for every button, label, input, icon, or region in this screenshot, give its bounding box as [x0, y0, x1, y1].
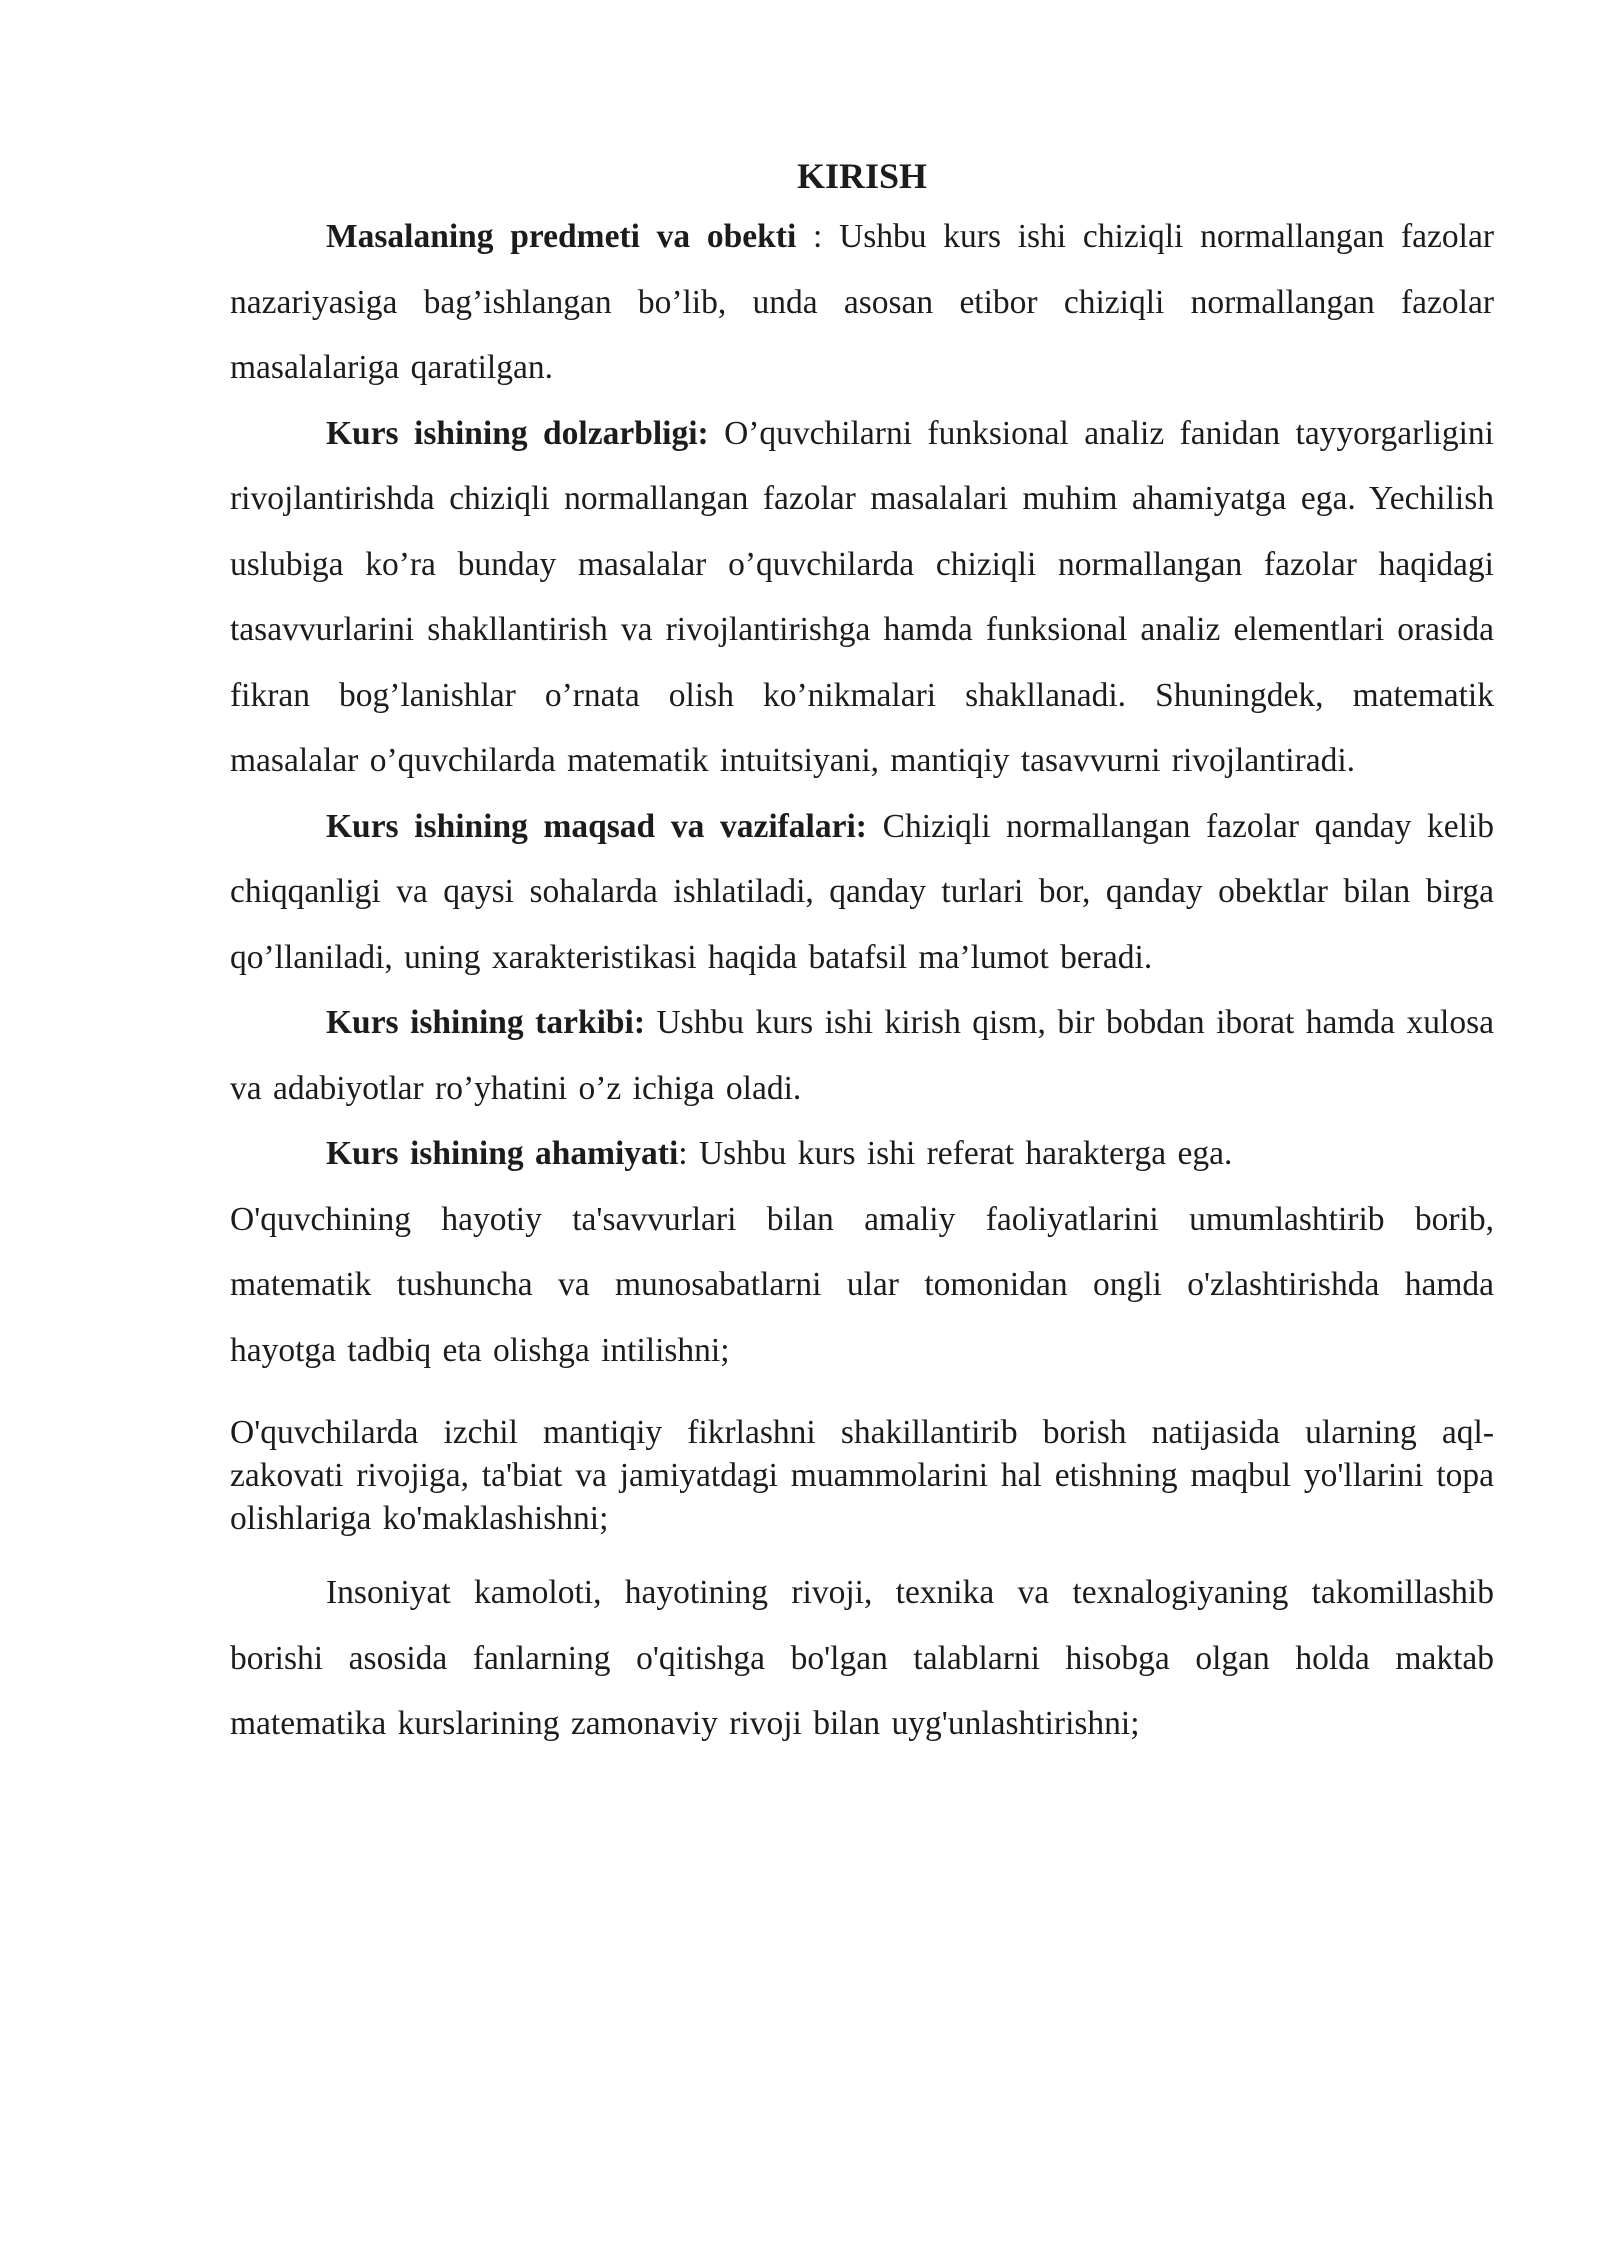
paragraph-structure [230, 990, 1494, 1121]
document-title: KIRISH [796, 156, 928, 196]
paragraph-subject-object [230, 204, 1494, 401]
paragraph-heading: Kurs ishining dolzarbligi: [326, 414, 709, 452]
paragraph-heading: Kurs ishining maqsad va vazifalari: [326, 807, 867, 845]
paragraph-relevance [230, 401, 1494, 794]
paragraph-text: Chiziqli normallangan fazolar qanday kelib chiqqanligi va qaysi sohalarda ishlatiladi, qanday turlari bor, qanday obektlar bilan birga qo’llaniladi, uning xarakteristikasi haqida batafsil ma’lumot beradi. [230, 807, 1494, 976]
document-page [230, 148, 1494, 1757]
paragraph-student-life: O'quvchining hayotiy ta'savvurlari bilan amaliy faoliyatlarini umumlashtirib borib, matematik tushuncha va munosabatlarni ular tomonidan ongli o'zlashtirishda hamda hayotga tadbiq eta olishga intilishni; [230, 1200, 1494, 1369]
paragraph-importance [230, 1121, 1494, 1187]
paragraph-goals [230, 794, 1494, 991]
paragraph-logical-thinking: O'quvchilarda izchil mantiqiy fikrlashni shakillantirib borish natijasida ularning aql-zakovati rivojiga, ta'biat va jamiyatdagi muammolarini hal etishning maqbul yo'llarini topa olishlariga ko'maklashishni; [230, 1414, 1494, 1537]
paragraph-text: Ushbu kurs ishi kirish qism, bir bobdan iborat hamda xulosa va adabiyotlar ro’yhatini o’z ichiga oladi. [230, 1004, 1494, 1107]
paragraph-text: O’quvchilarni funksional analiz fanidan tayyorgarligini rivojlantirishda chiziqli normallangan fazolar masalalari muhim ahamiyatga ega. Yechilish uslubiga ko’ra bunday masalalar o’quvchilarda chiziqli normallangan fazolar haqidagi tasavvurlarini shakllantirish va rivojlantirishga hamda funksional analiz elementlari orasida fikran bog’lanishlar o’rnata olish ko’nikmalari shakllanadi. Shuningdek, matematik masalalar o’quvchilarda matematik intuitsiyani, mantiqiy tasavvurni rivojlantiradi. [230, 414, 1494, 779]
paragraph-heading: Kurs ishining ahamiyati [326, 1135, 679, 1172]
paragraph-progress: Insoniyat kamoloti, hayotining rivoji, texnika va texnalogiyaning takomillashib borishi asosida fanlarning o'qitishga bo'lgan talablarni hisobga olgan holda maktab matematika kurslarining zamonaviy rivoji bilan uyg'unlashtirishni; [230, 1574, 1494, 1742]
paragraph-heading: Kurs ishining tarkibi: [326, 1004, 645, 1041]
paragraph-text: : Ushbu kurs ishi chiziqli normallangan fazolar nazariyasiga bag’ishlangan bo’lib, unda asosan etibor chiziqli normallangan fazolar masalalariga qaratilgan. [230, 218, 1495, 386]
paragraph-heading: Masalaning predmeti va obekti [326, 218, 797, 255]
paragraph-text: : Ushbu kurs ishi referat harakterga ega. [678, 1135, 1233, 1172]
